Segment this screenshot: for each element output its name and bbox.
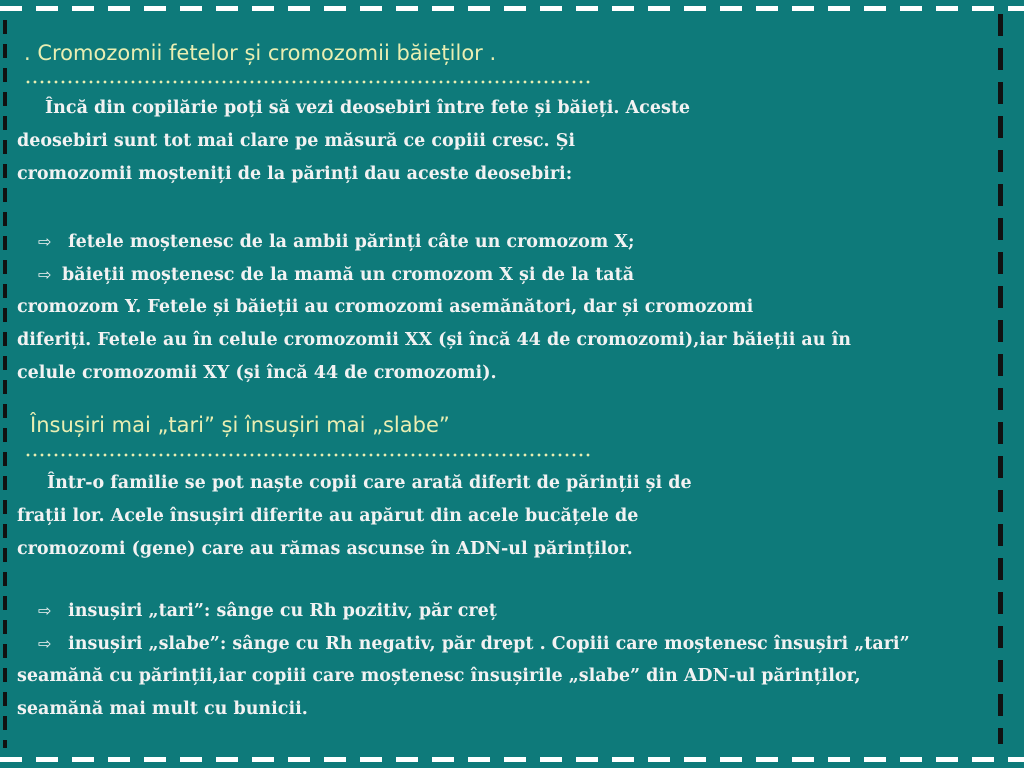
- section2-bullet2: [38, 627, 988, 661]
- section2-intro: Într-o familie se pot naște copii care arată diferit de părinții și de frații lor. Acele însușiri diferite au apărut din acele bucățele de cromozomi (gene) care au rămas ascunse în ADN-ul părinților.: [17, 473, 692, 559]
- section1-bullet2: [38, 258, 988, 292]
- section2-continuation: seamănă cu părinții,iar copiii care moștenesc însușirile „slabe” din ADN-ul părinților, seamănă mai mult cu bunicii.: [17, 666, 861, 719]
- section2-dotted-rule: [26, 453, 590, 457]
- section2-bullet2-text: insușiri „slabe”: sânge cu Rh negativ, păr drept . Copiii care moștenesc însușiri „tari”: [62, 634, 910, 654]
- right-arrow-outline-icon: ⇨: [38, 601, 52, 620]
- section1-bullet2-text: băieții moștenesc de la mamă un cromozom X și de la tată: [62, 265, 635, 285]
- section2-bullet1: [38, 594, 988, 628]
- right-arrow-outline-icon: ⇨: [38, 634, 52, 653]
- section1-bullet1: [38, 225, 988, 259]
- right-arrow-outline-icon: ⇨: [38, 265, 52, 284]
- frame-left-dashes: [3, 20, 7, 748]
- section1-continuation: cromozom Y. Fetele și băieții au cromozomi asemănători, dar și cromozomi diferiți. Fetele au în celule cromozomii XX (și încă 44 de cromozomi),iar băieții au în celule cromozomii XY (și încă 44 de cromozomi).: [17, 297, 851, 383]
- section1-title: . Cromozomii fetelor și cromozomii băieților .: [24, 41, 497, 65]
- section2-bullet1-text: insușiri „tari”: sânge cu Rh pozitiv, păr creț: [62, 601, 497, 621]
- frame-right-dashes: [998, 14, 1003, 744]
- right-arrow-outline-icon: ⇨: [38, 232, 52, 251]
- frame-bottom-dashes: [0, 757, 1024, 762]
- section1-dotted-rule: [26, 80, 590, 84]
- section1-intro: Încă din copilărie poți să vezi deosebiri între fete și băieți. Aceste deosebiri sunt tot mai clare pe măsură ce copiii cresc. Și cromozomii moșteniți de la părinți dau aceste deosebiri:: [17, 98, 691, 184]
- frame-top-dashes: [0, 6, 1024, 11]
- section2-title: Însușiri mai „tari” și însușiri mai „slabe”: [30, 413, 450, 437]
- section1-bullet1-text: fetele moștenesc de la ambii părinți câte un cromozom X;: [62, 232, 635, 252]
